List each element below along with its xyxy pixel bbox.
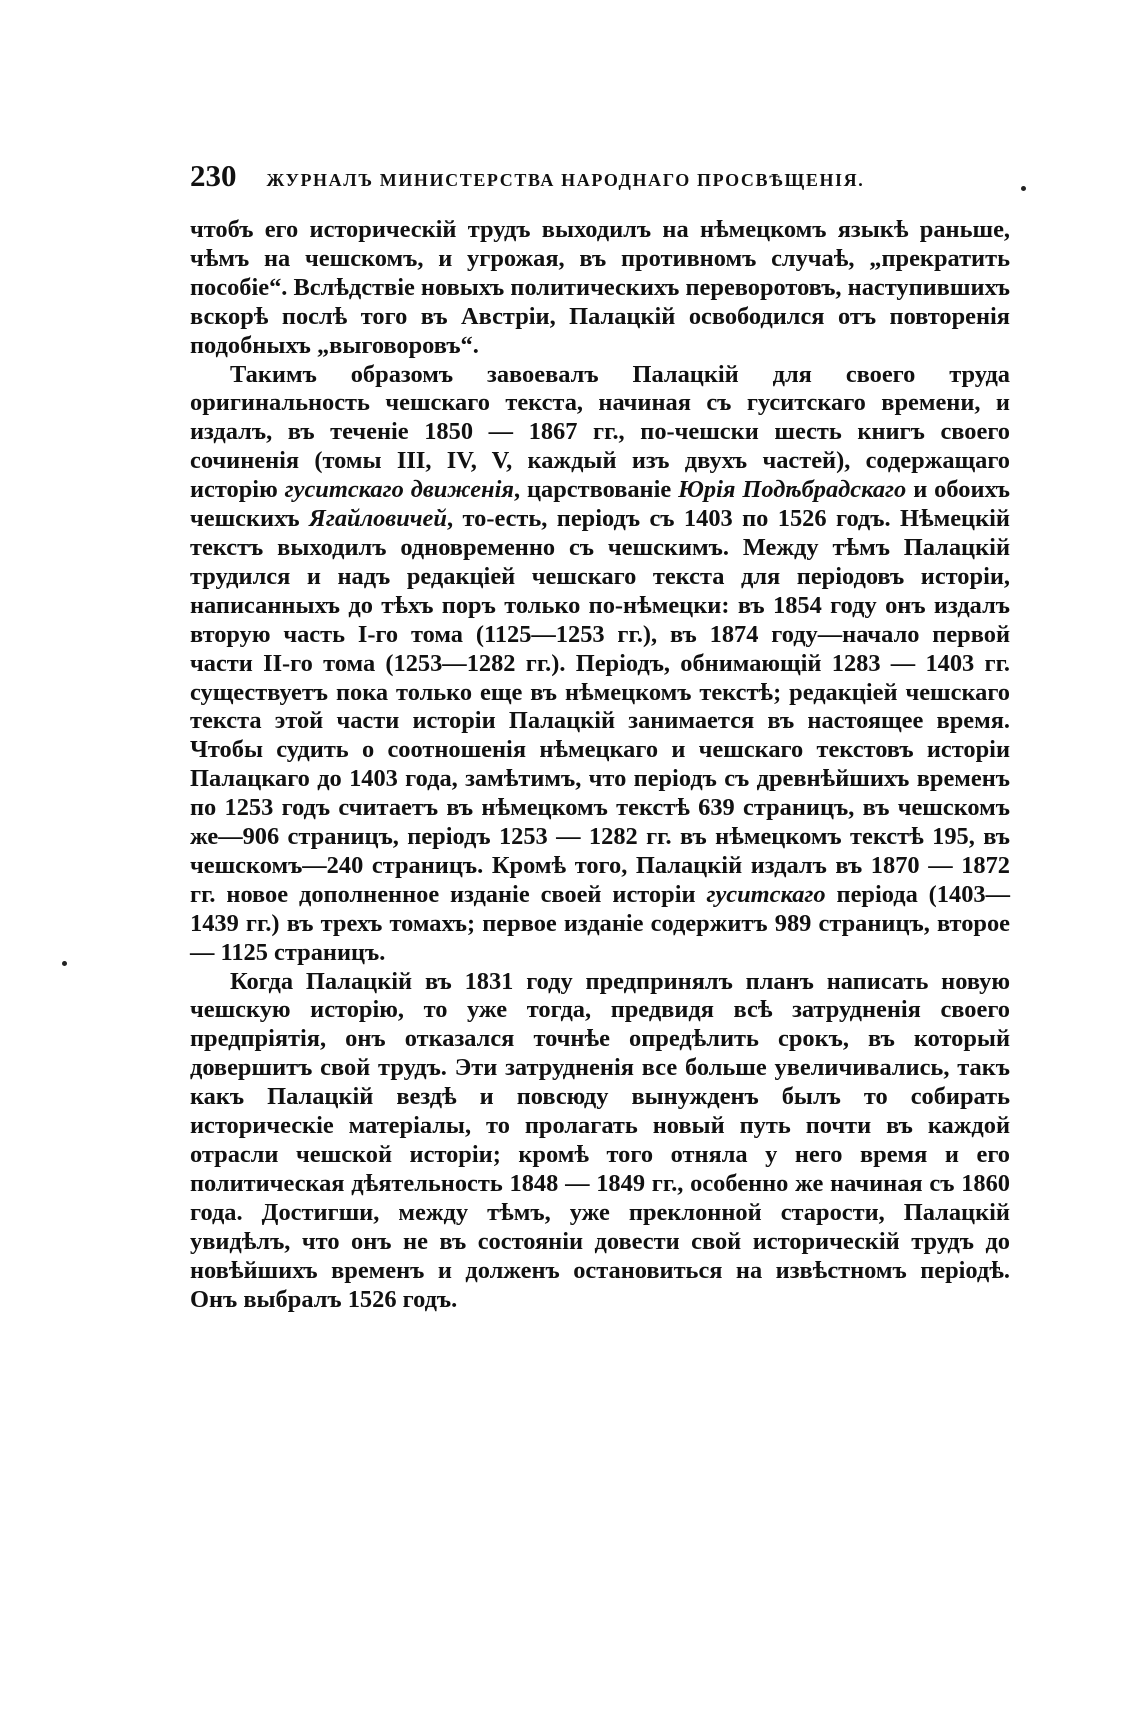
running-head xyxy=(190,158,1010,194)
text-run: и обоихъ чешскихъ xyxy=(190,476,1010,533)
text-run: чтобъ его историческій трудъ выходилъ на нѣмецкомъ языкѣ раньше, чѣмъ на чешскомъ, и угрожая, въ противномъ случаѣ, „прекратить пособіе“. Вслѣдствіе новыхъ политическихъ переворотовъ, наступившихъ вскорѣ послѣ того въ Австріи, Палацкій освободился отъ повторенія подобныхъ „выговоровъ“. xyxy=(190,216,1010,359)
text-run: Когда Палацкій въ 1831 году предпринялъ планъ написать новую чешскую исторію, то уже тогда, предвидя всѣ затрудненія своего предпріятія, онъ отказался точнѣе опредѣлить срокъ, въ который довершитъ свой трудъ. Эти затрудненія все больше увеличивались, такъ какъ Палацкій вездѣ и повсюду вынужденъ былъ то собирать историческіе матеріалы, то пролагать новый путь почти въ каждой отрасли чешской исторіи; кромѣ того отняла у него время и его политическая дѣятельность 1848 — 1849 гг., особенно же начиная съ 1860 года. Достигши, между тѣмъ, уже преклонной старости, Палацкій увидѣлъ, что онъ не въ состояніи довести свой историческій трудъ до новѣйшихъ временъ и долженъ остановиться на извѣстномъ періодѣ. Онъ выбралъ 1526 годъ. xyxy=(190,967,1010,1313)
italic-run: гуситскаго движенія xyxy=(284,476,514,504)
margin-dot xyxy=(1021,186,1026,191)
journal-title: ЖУРНАЛЪ МИНИСТЕРСТВА НАРОДНАГО ПРОСВѢЩЕНІЯ. xyxy=(266,170,865,190)
paragraph xyxy=(190,361,1010,968)
page-number: 230 xyxy=(190,158,237,193)
italic-run: Юрія Подѣбрадскаго xyxy=(678,476,907,504)
margin-dot xyxy=(62,961,67,966)
text-run: , то-есть, періодъ съ 1403 по 1526 годъ. Нѣмецкій текстъ выходилъ одновременно съ чешскимъ. Между тѣмъ Палацкій трудился и надъ редакціей чешскаго текста для періодовъ исторіи, написанныхъ до тѣхъ поръ только по-нѣмецки: въ 1854 году онъ издалъ вторую часть І-го тома (1125—1253 гг.), въ 1874 году—начало первой части II-го тома (1253—1282 гг.). Періодъ, обнимающій 1283 — 1403 гг. существуетъ пока только еще въ нѣмецкомъ текстѣ; редакціей чешскаго текста этой части исторіи Палацкій занимается въ настоящее время. Чтобы судить о соотношенія нѣмецкаго и чешскаго текстовъ исторіи Палацкаго до 1403 года, замѣтимъ, что періодъ съ древнѣйшихъ временъ по 1253 годъ считаетъ въ нѣмецкомъ текстѣ 639 страницъ, въ чешскомъ же—906 страницъ, періодъ 1253 — 1282 гг. въ нѣмецкомъ текстѣ 195, въ чешскомъ—240 страницъ. Кромѣ того, Палацкій издалъ въ 1870 — 1872 гг. новое дополненное изданіе своей исторіи xyxy=(190,505,1010,908)
document-page xyxy=(190,158,1010,1314)
paragraph xyxy=(190,968,1010,1315)
text-run: періода (1403—1439 гг.) въ трехъ томахъ; первое изданіе содержитъ 989 страницъ, второе — 1125 страницъ. xyxy=(190,880,1010,966)
italic-run: Ягайловичей xyxy=(309,505,447,533)
italic-run: гуситскаго xyxy=(706,880,826,908)
text-run: , царствованіе xyxy=(513,476,679,504)
paragraph xyxy=(190,216,1010,361)
text-run: Такимъ образомъ завоевалъ Палацкій для своего труда оригинальность чешскаго текста, начиная съ гуситскаго времени, и издалъ, въ теченіе 1850 — 1867 гг., по-чешски шесть книгъ своего сочиненія (томы III, IV, V, каждый изъ двухъ частей), содержащаго исторію xyxy=(190,360,1010,504)
body-text xyxy=(190,216,1010,1314)
